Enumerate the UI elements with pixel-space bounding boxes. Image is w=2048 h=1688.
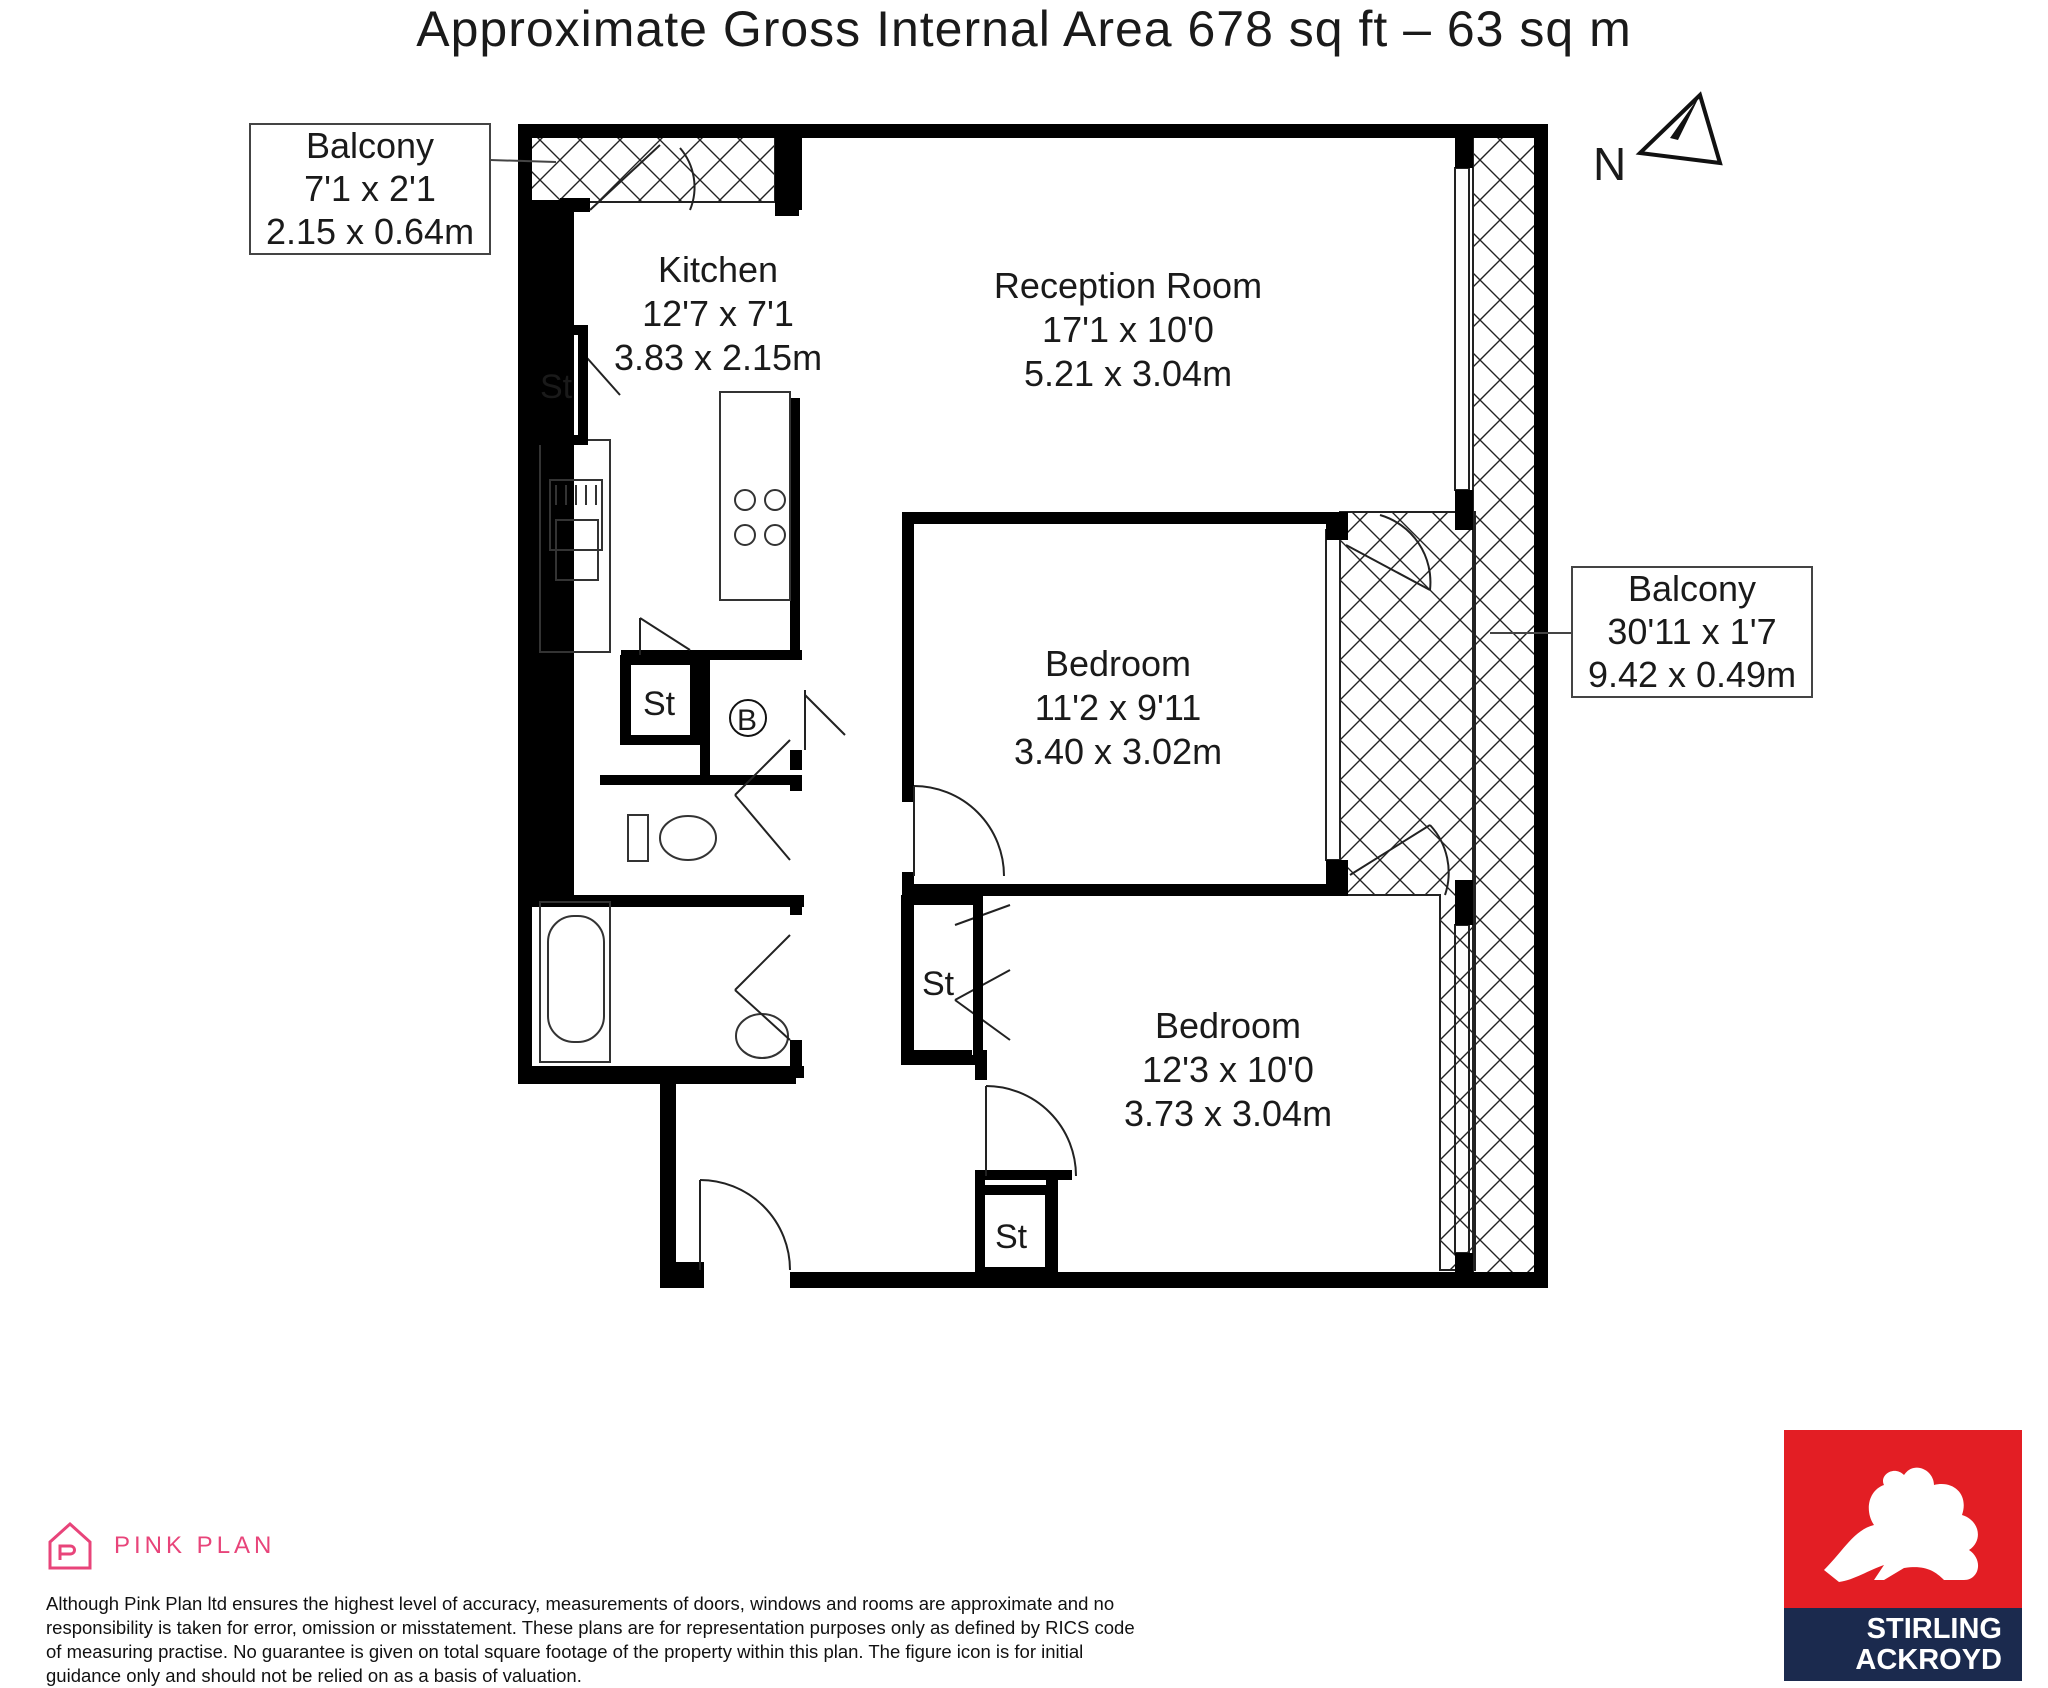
kitchen-units <box>540 392 790 652</box>
svg-text:17'1 x 10'0: 17'1 x 10'0 <box>1042 309 1214 350</box>
griffin-icon <box>1784 1430 2022 1608</box>
storage-label-hall: St <box>643 685 676 723</box>
svg-text:5.21 x 3.04m: 5.21 x 3.04m <box>1023 353 1233 394</box>
north-label: N <box>1593 138 1627 190</box>
boiler-label: B <box>737 704 758 737</box>
storage-label-entry: St <box>995 1218 1028 1256</box>
disclaimer-text: Although Pink Plan ltd ensures the highest level of accuracy, measurements of doors, windows and rooms are approximate and no responsibility is taken for error, omission or misstatement. These plans are for representation purposes only as defined by RICS code of measuring practise. No guarantee is given on total square footage of the property within this plan. The figure icon is for initial guidance only and should not be relied on as a basis of valuation. <box>46 1593 1135 1686</box>
svg-text:Balcony: Balcony <box>305 125 435 166</box>
svg-text:Kitchen: Kitchen <box>657 249 779 290</box>
bedroom-1-label <box>1014 643 1222 772</box>
logo-line-2: ACKROYD <box>1855 1644 2002 1676</box>
bedroom-2-label <box>1124 1005 1332 1134</box>
svg-text:12'7 x 7'1: 12'7 x 7'1 <box>642 293 794 334</box>
balcony-small-callout <box>250 124 556 254</box>
svg-text:2.15 x 0.64m: 2.15 x 0.64m <box>265 211 475 252</box>
north-arrow-icon <box>1640 95 1720 163</box>
svg-text:9.42 x 0.49m: 9.42 x 0.49m <box>1587 654 1797 695</box>
svg-text:11'2 x 9'11: 11'2 x 9'11 <box>1034 687 1202 728</box>
pink-plan-brand <box>46 1520 275 1572</box>
svg-text:Bedroom: Bedroom <box>1044 643 1192 684</box>
svg-text:3.73 x 3.04m: 3.73 x 3.04m <box>1123 1093 1333 1134</box>
pink-plan-logo-icon <box>46 1520 94 1572</box>
storage-label-bedroom: St <box>922 965 955 1003</box>
svg-text:3.40 x 3.02m: 3.40 x 3.02m <box>1013 731 1223 772</box>
svg-text:3.83 x 2.15m: 3.83 x 2.15m <box>613 337 823 378</box>
reception-label <box>994 265 1262 394</box>
svg-text:Balcony: Balcony <box>1627 568 1757 609</box>
logo-red-panel <box>1784 1430 2022 1608</box>
stirling-ackroyd-logo <box>1784 1430 2022 1681</box>
bathroom-fixtures <box>540 815 788 1062</box>
balcony-large-hatch <box>1473 134 1535 1284</box>
plan-title: Approximate Gross Internal Area 678 sq ft – 63 sq m <box>416 1 1632 57</box>
logo-navy-panel <box>1784 1608 2022 1681</box>
logo-line-1: STIRLING <box>1866 1613 2002 1645</box>
svg-text:7'1 x 2'1: 7'1 x 2'1 <box>304 168 436 209</box>
balcony-small-hatch <box>530 134 775 202</box>
pink-plan-name: PINK PLAN <box>114 1532 276 1559</box>
svg-text:Bedroom: Bedroom <box>1154 1005 1302 1046</box>
svg-text:30'11 x 1'7: 30'11 x 1'7 <box>1607 611 1777 652</box>
svg-text:12'3 x 10'0: 12'3 x 10'0 <box>1142 1049 1314 1090</box>
kitchen-label <box>614 249 822 378</box>
svg-text:Reception Room: Reception Room <box>993 265 1263 306</box>
storage-label-kitchen: St <box>540 368 573 406</box>
